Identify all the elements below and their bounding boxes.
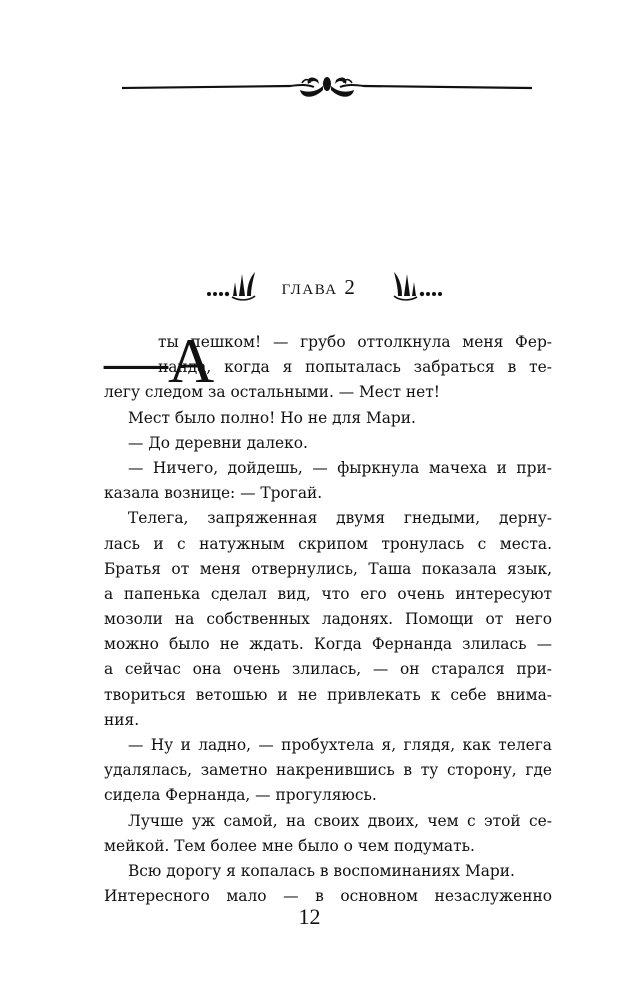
text-line: Братья от меня отвернулись, Таша показала язык, [104,559,552,578]
text-line: Всю дорогу я копалась в воспоминаниях Мари. [128,861,515,880]
text-lines [104,325,552,909]
page-number: 12 [298,904,321,929]
text-line: Мест было полно! Но не для Мари. [128,408,416,427]
text-line: Интересного мало — в основном незаслуженно [104,887,552,906]
text-line: мозоли на собственных ладонях. Помощи от него [104,610,552,629]
text-line: Телега, запряженная двумя гнедыми, дерну- [128,509,552,528]
text-line: — Ну и ладно, — пробухтела я, глядя, как телега [128,736,552,754]
text-line: — До деревни далеко. [128,433,308,452]
text-line: — Ничего, дойдешь, — фыркнула мачеха и при- [128,458,552,477]
text-line: легу следом за остальными. — Мест нет! [104,383,440,402]
text-line: удалялась, заметно накренившись в ту сторону, где [104,761,552,780]
text-line: можно было не ждать. Когда Фернанда злилась — [104,635,552,654]
text-line: казала вознице: — Трогай. [104,484,323,503]
top-flourish-ornament-icon [122,68,532,104]
text-line: Лучше уж самой, на своих двоих, чем с этой се- [128,811,552,830]
text-line: мейкой. Тем более мне было о чем подумать. [104,836,475,855]
heading-dots-flourish-left-icon [205,268,257,304]
chapter-title: глава 2 [281,275,357,299]
text-line: сидела Фернанда, — прогуляюсь. [104,786,377,805]
heading-dots-flourish-right-icon [392,268,446,304]
text-line: а папенька сделал вид, что его очень интересуют [104,584,552,603]
text-line: нанда, когда я попыталась забраться в те- [158,358,552,377]
chapter-text [104,325,552,909]
text-line: ния. [104,710,140,729]
text-line: ты пешком! — грубо оттолкнула меня Фер- [158,333,552,351]
text-line: а сейчас она очень злилась, — он старался при- [104,660,552,679]
text-line: твориться ветошью и не привлекать к себе внима- [104,685,552,704]
text-line: лась и с натужным скрипом тронулась с места. [104,534,552,553]
drop-cap: —А [104,325,215,396]
chapter-heading [0,268,619,308]
